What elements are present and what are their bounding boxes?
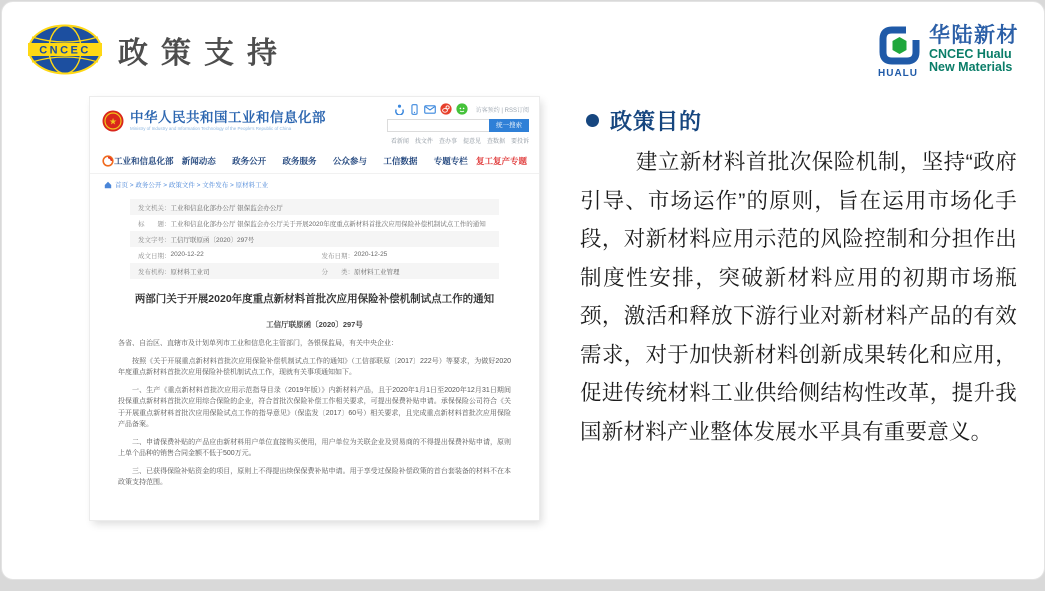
hualu-brand [878, 25, 1019, 79]
svg-text:★: ★ [108, 116, 118, 126]
national-emblem-icon [102, 110, 124, 132]
hualu-name-cn: 华陆新材 [929, 24, 1019, 47]
meta-value: 2020-12-25 [354, 250, 388, 258]
mobile-icon[interactable] [409, 104, 420, 115]
nav-item-home[interactable]: 工业和信息化部 [114, 156, 174, 166]
hualu-logo-word: HUALU [878, 68, 918, 79]
home-icon [104, 181, 112, 189]
accessibility-icon[interactable] [394, 104, 405, 115]
search-input[interactable] [387, 119, 489, 132]
nav-item-disclosure[interactable]: 政务公开 [232, 156, 267, 166]
nav-item-data[interactable]: 工信数据 [383, 156, 418, 166]
quick-link-services[interactable]: 查办事 [438, 139, 457, 145]
section-header [586, 105, 702, 136]
ministry-title-en: Ministry of Industry and Information Technology of the People's Republic of China [130, 126, 292, 132]
hualu-name-en2: New Materials [929, 60, 1013, 75]
meta-label: 标 题： [138, 220, 171, 228]
nav-item-topics[interactable]: 专题专栏 [433, 156, 468, 166]
ministry-brand [102, 106, 418, 135]
meta-value: 工信厅联原函〔2020〕297号 [170, 236, 255, 244]
nav-item-resumption[interactable]: 复工复产专题 [475, 156, 527, 166]
document-title: 两部门关于开展2020年度重点新材料首批次应用保险补偿机制试点工作的通知 [134, 293, 495, 305]
meta-label: 发文字号： [138, 236, 171, 244]
meta-row-issuer [130, 199, 499, 215]
meta-label: 成文日期： [138, 252, 171, 260]
document-body [118, 338, 511, 489]
meta-row-agency [130, 263, 499, 279]
breadcrumb[interactable] [90, 174, 539, 193]
hualu-logo-icon [878, 25, 922, 79]
page-title: 政策支持 [118, 37, 290, 70]
quick-link-complaint[interactable]: 要投诉 [510, 139, 529, 145]
doc-paragraph-item2: 二、申请保费补贴的产品应由新材料用户单位直接购买使用，用户单位为关联企业及贸易商的不得提出保费补贴申请，原则上单个品种的销售合同金额不低于500万元。 [118, 438, 511, 457]
search-button[interactable]: 统一搜索 [489, 119, 529, 132]
meta-value: 2020-12-22 [170, 250, 204, 258]
meta-row-number [130, 231, 499, 247]
policy-purpose-text: 建立新材料首批次保险机制，坚持“政府引导、市场运作”的原则，旨在运用市场化手段，对新材料应用示范的风险控制和分担作出制度性安排，突破新材料应用的初期市场瓶颈，激活和释放下游行业对新材料产品的有效需求，对于加快新材料创新成果转化和应用，促进传统材料工业供给侧结构性改革，提升我国新材料产业整体发展水平具有重要意义。 [580, 150, 1017, 444]
meta-value: 工业和信息化部办公厅 银保监会办公厅关于开展2020年度重点新材料首批次应用保险补偿机制试点工作的通知 [170, 220, 486, 228]
nav-item-services[interactable]: 政务服务 [282, 156, 317, 166]
webpage-header [90, 97, 539, 149]
hualu-name-en1: CNCEC Hualu [929, 46, 1012, 61]
meta-row-dates [130, 247, 499, 263]
section-title: 政策目的 [610, 109, 703, 134]
ministry-title: 中华人民共和国工业和信息化部 [130, 110, 326, 125]
slide [1, 1, 1045, 580]
doc-paragraph-item1: 一、生产《重点新材料首批次应用示范指导目录（2019年版）》内新材料产品，且于2020年1月1日至2020年12月31日期间投保重点新材料首批次应用综合保险的企业，符合首批次保险补偿工作相关要求，可提出保费补贴申请。承保保险公司符合《关于开展重点新材料首批次应用保险试点工作的指导意见》（保监发〔2017〕60号）相关要求，且完成重点新材料首批次应用保险产品备案。 [118, 386, 511, 428]
breadcrumb-path: 首页 > 政务公开 > 政策文件 > 文件发布 > 原材料工业 [115, 182, 269, 189]
doc-paragraph-intro: 按照《关于开展重点新材料首批次应用保险补偿机制试点工作的通知》（工信部联原〔2017〕222号）等要求，为做好2020年度重点新材料首批次应用保险补偿机制试点工作，现就有关事项通知如下。 [118, 357, 511, 376]
webpage-navbar [90, 149, 539, 174]
cncec-globe-icon [26, 23, 104, 76]
meta-label: 分 类： [321, 268, 355, 276]
bullet-icon [586, 114, 599, 127]
webpage-top-links[interactable]: 访客预约 | RSS订阅 [475, 107, 529, 114]
meta-value: 原材料工业司 [170, 268, 210, 276]
quick-link-files[interactable]: 找文件 [414, 139, 433, 145]
meta-label: 发布机构： [138, 268, 171, 276]
meta-row-title [130, 215, 499, 231]
mail-icon[interactable] [424, 104, 436, 115]
meta-value: 工业和信息化部办公厅 银保监会办公厅 [170, 204, 283, 212]
miit-webpage-screenshot [90, 97, 539, 520]
quick-link-suggest[interactable]: 提意见 [462, 139, 481, 145]
meta-label: 发布日期： [321, 252, 355, 260]
cncec-logo-text: CNCEC [39, 44, 91, 57]
nav-swirl-icon [102, 155, 114, 167]
weibo-icon[interactable] [440, 103, 452, 115]
quick-link-data[interactable]: 查数据 [486, 139, 505, 145]
meta-label: 发文机关： [138, 204, 171, 212]
document-meta-table [130, 199, 499, 279]
nav-item-news[interactable]: 新闻动态 [181, 156, 216, 166]
wechat-icon[interactable] [456, 103, 468, 115]
meta-value: 原材料工业管理 [354, 268, 400, 276]
doc-paragraph-addressees: 各省、自治区、直辖市及计划单列市工业和信息化主管部门，各银保监局，有关中央企业： [118, 340, 398, 347]
quick-links [379, 136, 529, 145]
quick-link-news[interactable]: 看新闻 [390, 139, 409, 145]
document-number: 工信厅联原函〔2020〕297号 [266, 320, 363, 329]
nav-item-participation[interactable]: 公众参与 [332, 156, 367, 166]
doc-paragraph-item3: 三、已获得保险补贴资金的项目，原则上不得提出续保保费补贴申请。用于享受过保险补偿政策的首台套装备的材料不在本政策支持范围。 [118, 467, 511, 486]
